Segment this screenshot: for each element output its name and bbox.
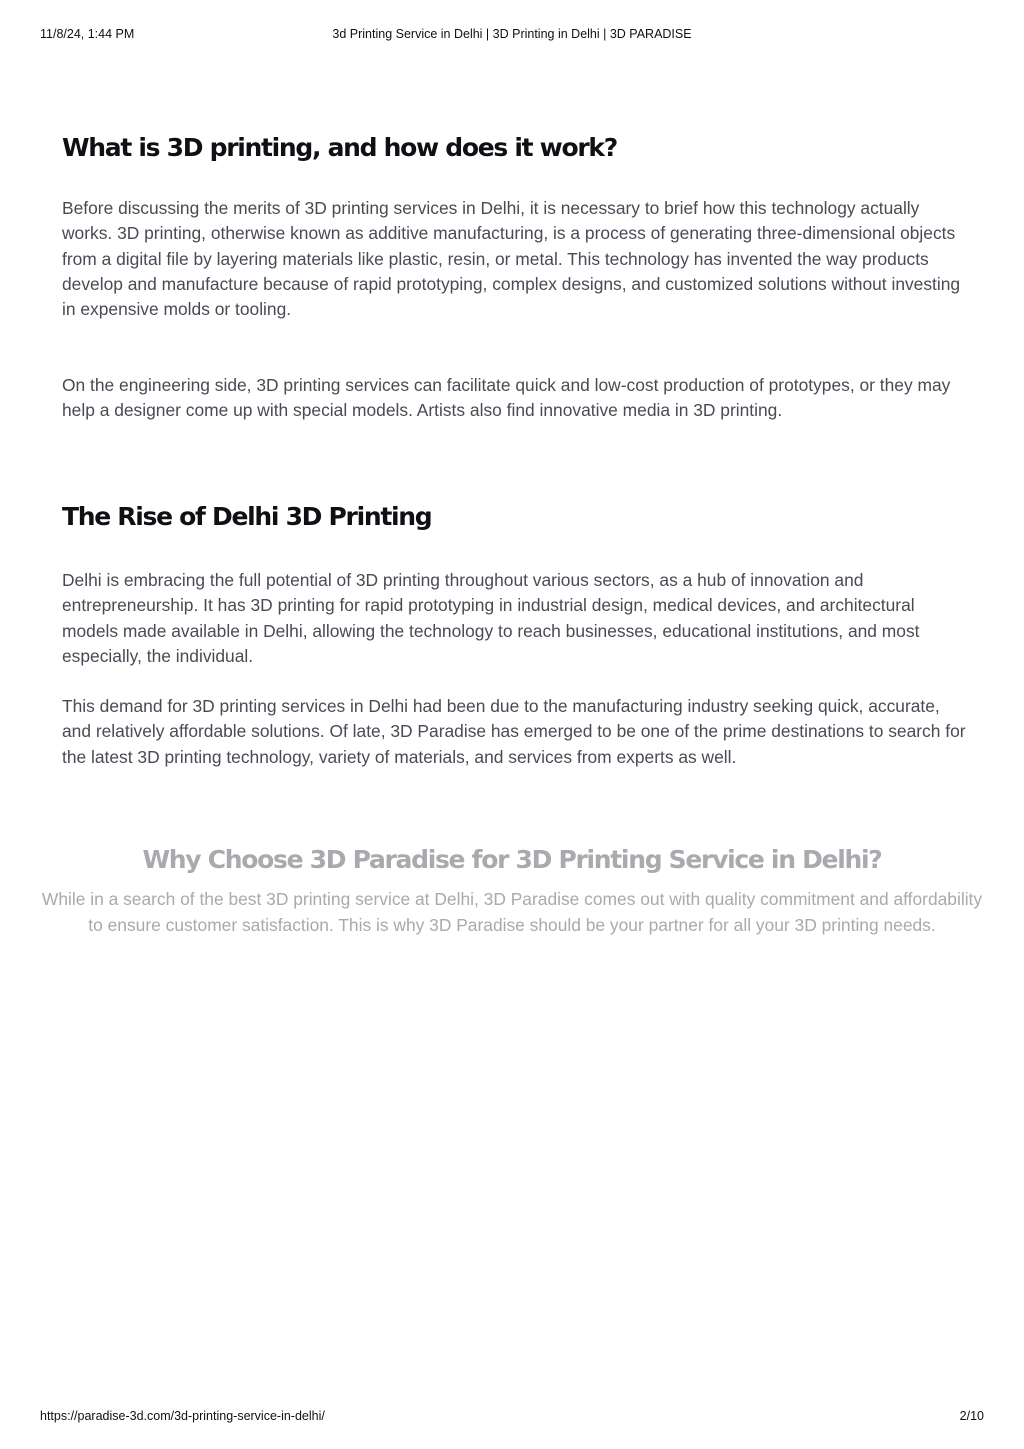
print-datetime: 11/8/24, 1:44 PM: [40, 27, 135, 41]
paragraph-rise-2: This demand for 3D printing services in Delhi had been due to the manufacturing industry seeking quick, accurate, and relatively affordable solutions. Of late, 3D Paradise has emerged to be one of the prime destinations to search for the latest 3D printing technology, variety of materials, and services from experts as well.: [62, 696, 966, 767]
paragraph-what-is-2: On the engineering side, 3D printing services can facilitate quick and low-cost production of prototypes, or they may help a designer come up with special models. Artists also find innovative media in 3D printing.: [62, 375, 951, 421]
paragraph-what-is-1: Before discussing the merits of 3D printing services in Delhi, it is necessary to brief how this technology actually works. 3D printing, otherwise known as additive manufacturing, is a process of generating three-dimensional objects from a digital file by layering materials like plastic, resin, or metal. This technology has invented the way products develop and manufacture because of rapid prototyping, complex designs, and customized solutions without investing in expensive molds or tooling.: [62, 198, 961, 320]
paragraph-why-choose: While in a search of the best 3D printing service at Delhi, 3D Paradise comes out with quality commitment and affordability to ensure customer satisfaction. This is why 3D Paradise should be your partner for all your 3D printing needs.: [41, 889, 983, 935]
print-header: [40, 27, 984, 43]
why-choose-section: [40, 843, 984, 939]
paragraph-rise-1: Delhi is embracing the full potential of 3D printing throughout various sectors, as a hub of innovation and entrepreneurship. It has 3D printing for rapid prototyping in industrial design, medical devices, and architectural models made available in Delhi, allowing the technology to reach businesses, educational institutions, and most especially, the individual.: [62, 570, 920, 666]
print-footer: [40, 1409, 984, 1425]
heading-rise-of-delhi: The Rise of Delhi 3D Printing: [62, 502, 432, 531]
print-page-title: 3d Printing Service in Delhi | 3D Printing in Delhi | 3D PARADISE: [332, 27, 692, 41]
print-url: https://paradise-3d.com/3d-printing-service-in-delhi/: [40, 1409, 325, 1423]
print-page-number: 2/10: [959, 1409, 984, 1423]
heading-why-choose: Why Choose 3D Paradise for 3D Printing Service in Delhi?: [142, 845, 882, 874]
heading-what-is-3d-printing: What is 3D printing, and how does it work?: [62, 133, 617, 162]
